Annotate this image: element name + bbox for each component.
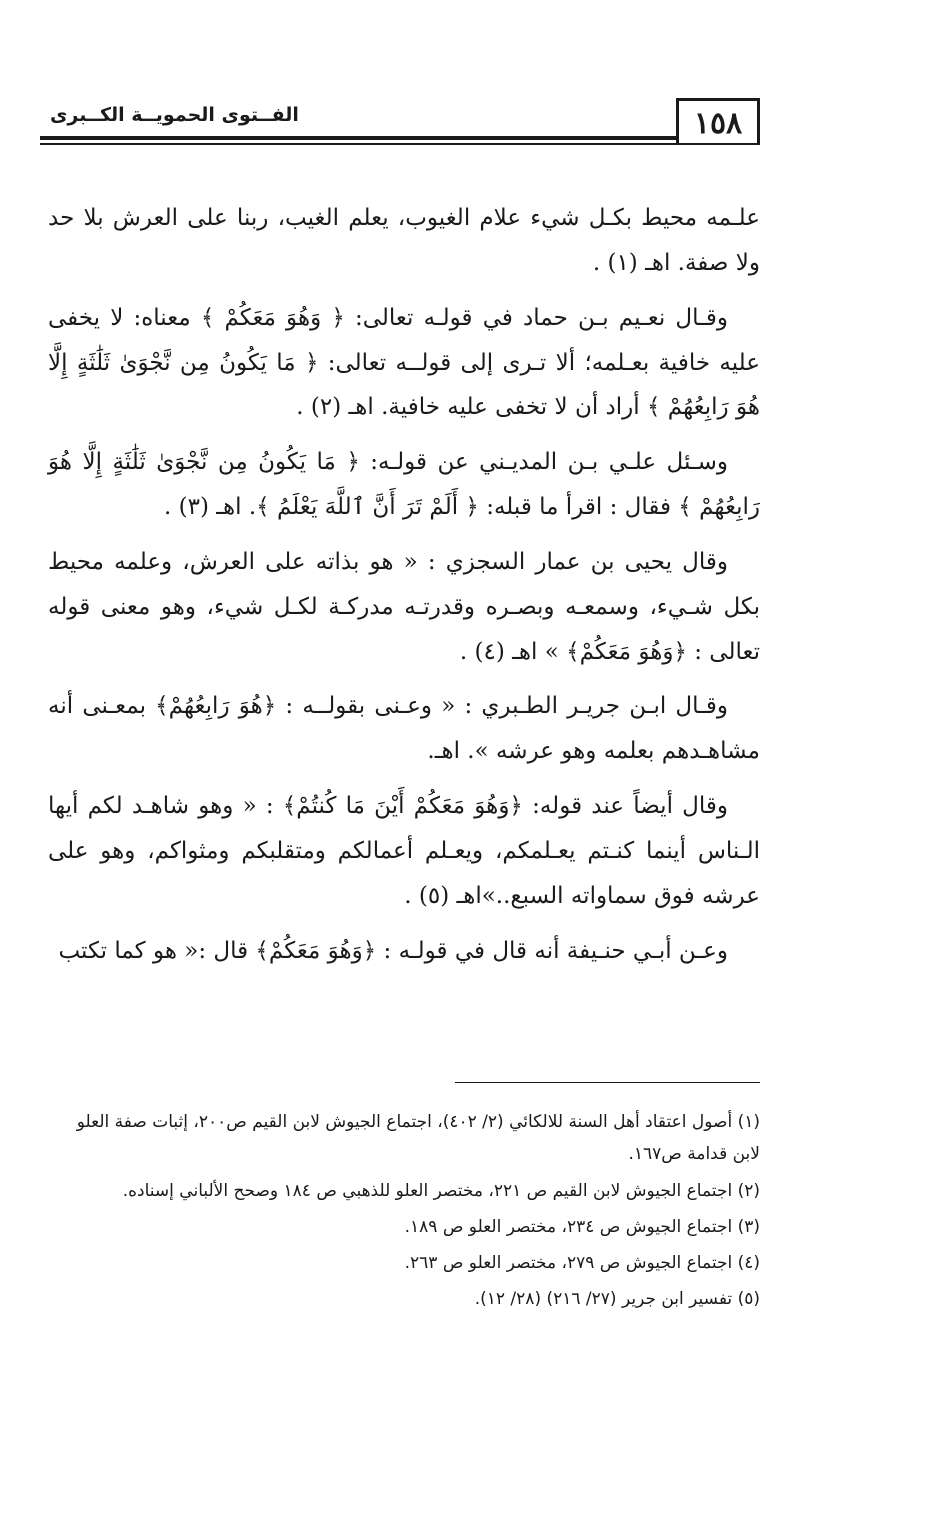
- running-title: الفــتوى الحمويــة الكــبرى: [50, 104, 299, 126]
- paragraph: وسـئل علـي بـن المديـني عن قولـه: ﴿ مَا يَكُونُ مِن نَّجْوَىٰ ثَلَٰثَةٍ إِلَّا هُوَ رَابِعُهُمْ ﴾ فقال : اقرأ ما قبله: ﴿ أَلَمْ تَرَ أَنَّ ٱللَّهَ يَعْلَمُ ﴾. اهـ (٣) .: [48, 449, 760, 521]
- paragraph: وقـال نعـيم بـن حماد في قولـه تعالى: ﴿ وَهُوَ مَعَكُمْ ﴾ معناه: لا يخفى عليه خافية بعـلمه؛ ألا تـرى إلى قولــه تعالى: ﴿ مَا يَكُونُ مِن نَّجْوَىٰ ثَلَٰثَةٍ إِلَّا هُوَ رَابِعُهُمْ ﴾ أراد أن لا تخفى عليه خافية. اهـ (٢) .: [48, 304, 760, 421]
- paragraph: وقـال ابـن جريـر الطـبري : « وعـنى بقولــه : ﴿هُوَ رَابِعُهُمْ﴾ بمعـنى أنه مشاهـدهم بعلمه وهو عرشه ». اهـ.: [48, 693, 760, 765]
- header-rule-thin: [40, 143, 760, 145]
- footnote: (٣) اجتماع الجيوش ص ٢٣٤، مختصر العلو ص ١٨٩.: [404, 1216, 760, 1237]
- footnote-separator: [455, 1082, 760, 1083]
- paragraph: علـمه محيط بكـل شيء علام الغيوب، يعلم الغيب، ربنا على العرش بلا حد ولا صفة. اهـ (١) .: [48, 205, 760, 276]
- paragraph: وقال أيضاً عند قوله: ﴿وَهُوَ مَعَكُمْ أَيْنَ مَا كُنتُمْ﴾ : « وهو شاهـد لكم أيها الـناس أينما كنـتم يعـلمكم، ويعـلم أعمالكم ومتقلبكم ومثواكم، وهو على عرشه فوق سماواته السبع..»اهـ (٥) .: [48, 793, 760, 909]
- page-header: [40, 98, 760, 150]
- footnote: (١) أصول اعتقاد أهل السنة للالكائي (٢/ ٤٠٢)، اجتماع الجيوش لابن القيم ص٢٠٠، إثبات صفة العلو لابن قدامة ص١٦٧.: [76, 1112, 760, 1165]
- paragraph: وعـن أبـي حنـيفة أنه قال في قولـه : ﴿وَهُوَ مَعَكُمْ﴾ قال :« هو كما تكتب: [58, 937, 728, 964]
- footnote: (٤) اجتماع الجيوش ص ٢٧٩، مختصر العلو ص ٢٦٣.: [404, 1253, 760, 1274]
- footnote: (٢) اجتماع الجيوش لابن القيم ص ٢٢١، مختصر العلو للذهبي ص ١٨٤ وصحح الألباني إسناده.: [122, 1180, 760, 1201]
- page-number: ١٥٨: [676, 98, 760, 145]
- paragraph: وقال يحيى بن عمار السجزي : « هو بذاته على العرش، وعلمه محيط بكل شـيء، وسمعـه وبصـره وقدرتـه مدركـة لكـل شيء، وهو معنى قوله تعالى : ﴿وَهُوَ مَعَكُمْ﴾ » اهـ (٤) .: [48, 548, 760, 665]
- body-text: [48, 196, 760, 984]
- footnotes: [48, 1106, 760, 1320]
- footnote: (٥) تفسير ابن جرير (٢٧/ ٢١٦) (٢٨/ ١٢).: [474, 1289, 760, 1310]
- header-rule-thick: [40, 136, 676, 140]
